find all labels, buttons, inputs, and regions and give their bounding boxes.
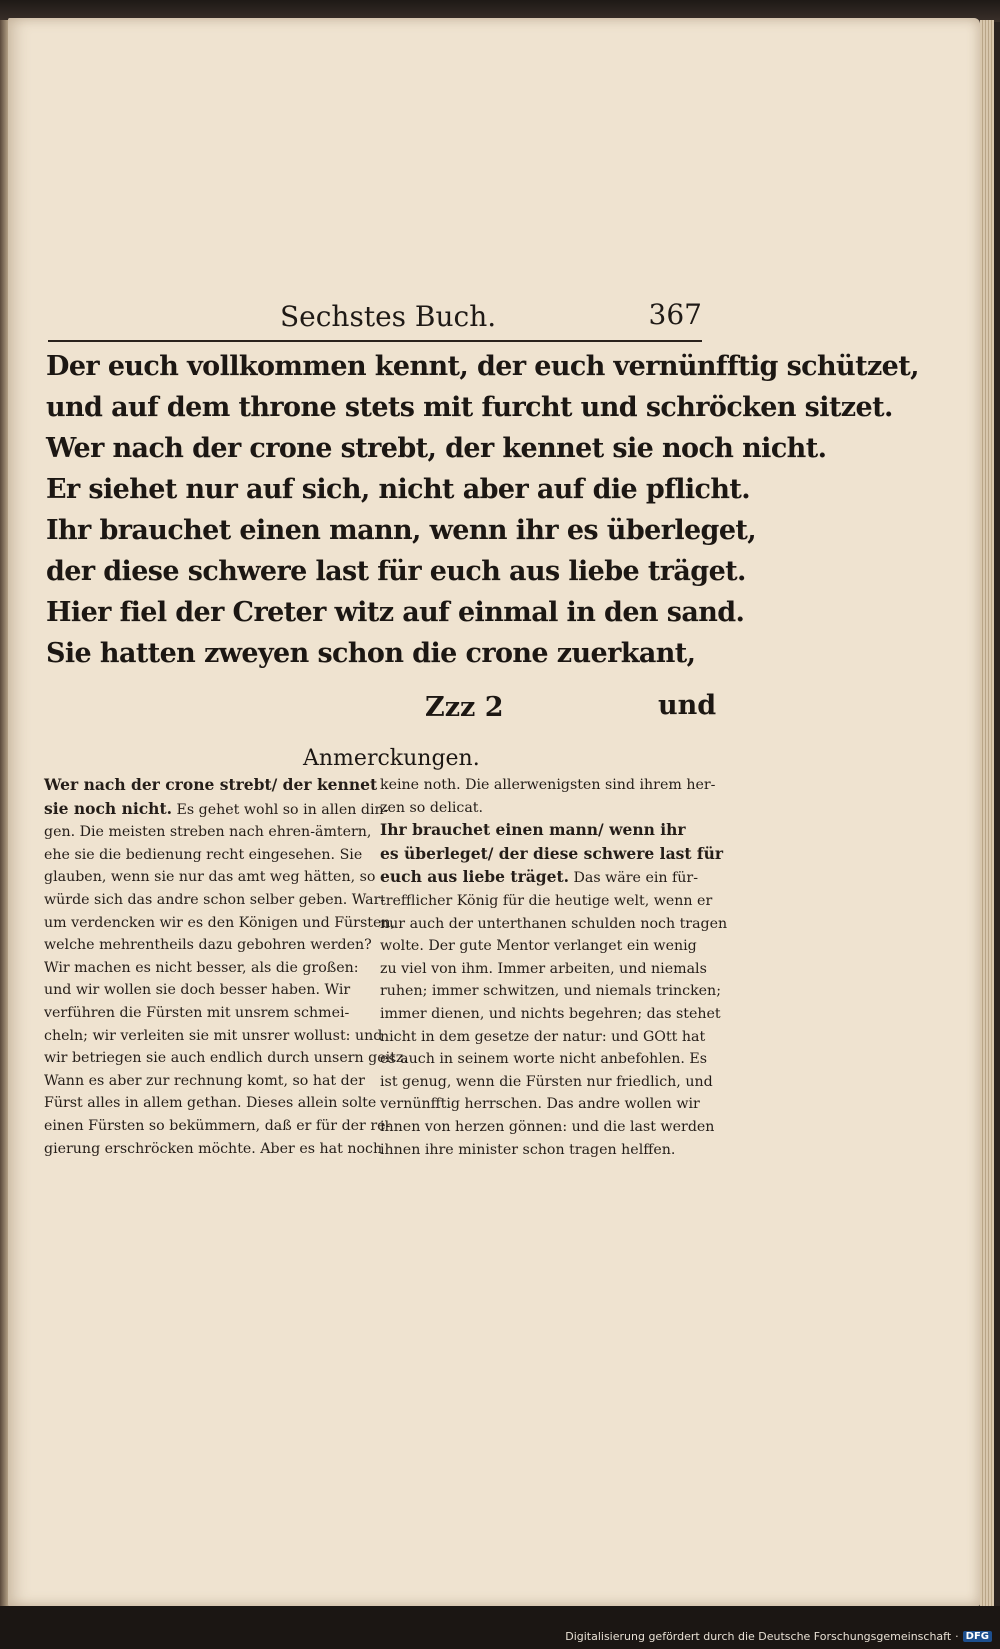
note-line [380,1026,706,1049]
note-text: zen so delicat. [380,799,484,816]
verse-line: Der euch vollkommen kennt, der euch vernünfftig schützet, [46,351,919,382]
note-line [44,1002,356,1025]
verse-line: Ihr brauchet einen mann, wenn ihr es überleget, [46,515,757,546]
note-text: Wir machen es nicht besser, als die großen: [44,959,359,976]
note-line [44,1092,377,1115]
note-line [44,912,395,935]
note-line [380,980,721,1003]
credit-text: Digitalisierung gefördert durch die Deutsche Forschungsgemeinschaft [565,1630,952,1643]
note-line [380,866,699,890]
note-line [380,1003,721,1026]
note-line [44,1138,383,1161]
note-line [44,1047,408,1070]
verse-line: Sie hatten zweyen schon die crone zuerkant, [46,638,696,669]
note-text: Fürst alles in allem gethan. Dieses allein solte [44,1095,377,1112]
note-text: Das wäre ein für- [569,870,699,887]
note-text: welche mehrentheils dazu gebohren werden? [44,937,372,954]
note-lemma: sie noch nicht. [44,798,173,818]
note-text: um verdencken wir es den Königen und Fürsten, [44,914,395,931]
note-text: gierung erschröcken möchte. Aber es hat noch [44,1140,383,1157]
note-line [44,979,356,1002]
verse-line: und auf dem throne stets mit furcht und schröcken sitzet. [46,392,893,423]
note-lemma: euch aus liebe träget. [380,867,570,887]
notes-title: Anmerckungen. [303,746,480,771]
note-text: gen. Die meisten streben nach ehren-ämtern, [44,824,372,841]
note-text: Wann es aber zur rechnung komt, so hat der [44,1072,365,1089]
running-head: Sechstes Buch. [280,300,497,333]
note-line [380,958,707,981]
page-stack-edge [980,20,994,1606]
note-line [380,913,728,936]
note-line [380,890,713,913]
note-line [380,1071,713,1094]
note-text: würde sich das andre schon selber geben. War- [44,891,386,908]
verse-line: Er siehet nur auf sich, nicht aber auf die pflicht. [46,474,751,505]
dfg-logo: DFG [963,1631,992,1642]
notes-left-column [44,774,408,1160]
note-line [380,1139,692,1162]
note-text: ihnen von herzen gönnen: und die last werden [380,1118,715,1135]
verse-line: Wer nach der crone strebt, der kennet sie noch nicht. [46,433,827,464]
notes-right-column [380,774,728,1161]
note-text: wolte. Der gute Mentor verlanget ein wenig [380,938,697,955]
catchword: und [658,690,717,721]
page-header [48,298,702,338]
note-line [44,844,363,867]
note-lemma: Wer nach der crone strebt/ der kennet [44,775,378,794]
note-text: es auch in seinem worte nicht anbefohlen. Es [380,1051,708,1068]
note-lemma: es überleget/ der diese schwere last für [380,843,723,863]
note-line [380,1048,708,1071]
note-text: zu viel von ihm. Immer arbeiten, und niemals [380,960,707,977]
note-line [44,821,372,844]
signature-mark: Zzz 2 [425,692,504,723]
note-line [44,1025,383,1048]
note-line [380,843,723,867]
note-text: und wir wollen sie doch besser haben. Wir [44,982,351,999]
note-line [380,774,716,797]
note-line [44,1115,391,1138]
note-text: ruhen; immer schwitzen, und niemals trincken; [380,983,721,1000]
note-line [44,1070,365,1093]
verse-block [46,346,919,674]
note-text: glauben, wenn sie nur das amt weg hätten, so [44,869,376,886]
note-text: immer dienen, und nichts begehren; das stehet [380,1005,721,1022]
note-text: vernünfftig herrschen. Das andre wollen wir [380,1096,700,1113]
note-line [44,889,386,912]
digitization-credit [565,1630,992,1643]
note-text: keine noth. Die allerwenigsten sind ihrem her- [380,777,716,793]
note-text: trefflicher König für die heutige welt, wenn er [380,892,713,909]
note-text: nicht in dem gesetze der natur: und GOtt hat [380,1028,706,1045]
note-text: ist genug, wenn die Fürsten nur friedlich, und [380,1073,713,1090]
page-number: 367 [648,298,702,331]
note-text: nur auch der unterthanen schulden noch tragen [380,915,728,932]
verse-line: der diese schwere last für euch aus liebe träget. [46,556,746,587]
note-line [380,819,692,843]
note-line [380,1093,700,1116]
note-text: verführen die Fürsten mit unsrem schmei- [44,1004,350,1021]
note-line [44,957,359,980]
verse-line: Hier fiel der Creter witz auf einmal in den sand. [46,597,745,628]
note-lemma: Ihr brauchet einen mann/ wenn ihr [380,820,686,840]
header-rule [48,340,702,342]
note-line [380,797,692,820]
note-text: wir betriegen sie auch endlich durch unsern geitz. [44,1050,408,1067]
note-text: Es gehet wohl so in allen din- [172,801,389,818]
note-line [44,866,376,889]
note-line [44,798,389,822]
note-line [44,934,372,957]
note-line [380,935,697,958]
note-text: ehe sie die bedienung recht eingesehen. Sie [44,846,363,863]
note-line [44,774,378,798]
note-text: ihnen ihre minister schon tragen helffen. [380,1141,676,1158]
note-line [380,1116,715,1139]
separator: · [955,1630,959,1643]
note-text: cheln; wir verleiten sie mit unsrer wollust: und [44,1027,383,1044]
note-text: einen Fürsten so bekümmern, daß er für der re- [44,1117,391,1134]
